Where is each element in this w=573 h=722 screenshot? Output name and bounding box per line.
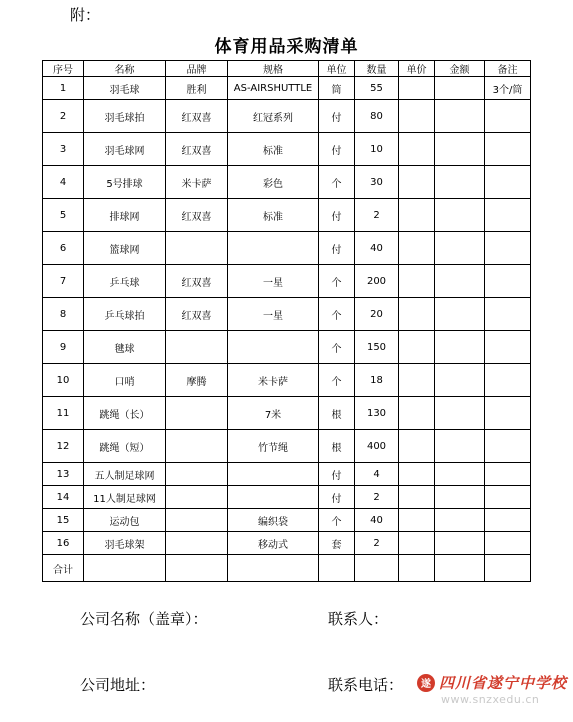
cell-unit-price (399, 532, 435, 555)
cell-remark (485, 298, 531, 331)
cell-remark (485, 364, 531, 397)
table-row (43, 397, 531, 430)
school-name: 四川省遂宁中学校 (439, 674, 568, 692)
cell-spec: 彩色 (228, 166, 319, 199)
cell-brand: 红双喜 (166, 265, 228, 298)
cell-unit-price (399, 133, 435, 166)
cell-spec (228, 232, 319, 265)
cell-unit: 个 (319, 265, 355, 298)
cell-brand: 红双喜 (166, 100, 228, 133)
cell-qty: 4 (355, 463, 399, 486)
cell-unit: 付 (319, 133, 355, 166)
cell-qty: 40 (355, 232, 399, 265)
contact-person-label: 联系人： (328, 610, 389, 628)
cell-name: 五人制足球网 (84, 463, 166, 486)
cell-index: 9 (43, 331, 84, 364)
cell-index: 13 (43, 463, 84, 486)
cell-index: 16 (43, 532, 84, 555)
col-header-index: 序号 (43, 61, 84, 77)
cell-name: 口哨 (84, 364, 166, 397)
cell-qty: 2 (355, 532, 399, 555)
cell-index: 5 (43, 199, 84, 232)
cell-unit-price (399, 166, 435, 199)
cell-qty: 18 (355, 364, 399, 397)
cell-qty: 130 (355, 397, 399, 430)
cell-brand: 摩腾 (166, 364, 228, 397)
cell-unit: 付 (319, 486, 355, 509)
cell-spec (228, 331, 319, 364)
table-row (43, 265, 531, 298)
cell-index: 3 (43, 133, 84, 166)
table-row (43, 166, 531, 199)
cell-spec: 标准 (228, 133, 319, 166)
cell-brand: 胜利 (166, 77, 228, 100)
cell-name: 5号排球 (84, 166, 166, 199)
cell-qty: 80 (355, 100, 399, 133)
cell-unit: 筒 (319, 77, 355, 100)
table-row (43, 298, 531, 331)
cell-amount (435, 397, 485, 430)
cell-unit-price (399, 364, 435, 397)
cell-index: 15 (43, 509, 84, 532)
cell-brand (166, 397, 228, 430)
cell-name: 11人制足球网 (84, 486, 166, 509)
cell-spec (228, 463, 319, 486)
cell-amount (435, 77, 485, 100)
cell-remark (485, 199, 531, 232)
total-row (43, 555, 531, 582)
cell-unit: 套 (319, 532, 355, 555)
table-row (43, 532, 531, 555)
cell-name: 跳绳（长） (84, 397, 166, 430)
cell-amount (435, 364, 485, 397)
cell-remark (485, 463, 531, 486)
cell-remark (485, 430, 531, 463)
table-row (43, 199, 531, 232)
total-cell (355, 555, 399, 582)
cell-brand: 米卡萨 (166, 166, 228, 199)
table-row (43, 100, 531, 133)
cell-unit: 个 (319, 364, 355, 397)
table-row (43, 331, 531, 364)
company-name-label: 公司名称（盖章）： (80, 610, 208, 628)
cell-spec (228, 486, 319, 509)
cell-unit: 付 (319, 463, 355, 486)
cell-unit: 付 (319, 232, 355, 265)
cell-unit-price (399, 463, 435, 486)
cell-remark: 3个/筒 (485, 77, 531, 100)
total-cell (228, 555, 319, 582)
document-title: 体育用品采购清单 (214, 37, 359, 57)
cell-remark (485, 133, 531, 166)
cell-unit-price (399, 397, 435, 430)
col-header-name: 名称 (84, 61, 166, 77)
cell-amount (435, 532, 485, 555)
cell-unit-price (399, 232, 435, 265)
cell-qty: 400 (355, 430, 399, 463)
cell-remark (485, 166, 531, 199)
cell-amount (435, 331, 485, 364)
cell-name: 乒乓球 (84, 265, 166, 298)
cell-index: 2 (43, 100, 84, 133)
cell-spec: 7米 (228, 397, 319, 430)
table-row (43, 77, 531, 100)
cell-index: 10 (43, 364, 84, 397)
cell-spec: 标准 (228, 199, 319, 232)
cell-qty: 30 (355, 166, 399, 199)
cell-unit-price (399, 298, 435, 331)
cell-index: 7 (43, 265, 84, 298)
cell-unit: 根 (319, 397, 355, 430)
total-cell (485, 555, 531, 582)
cell-unit-price (399, 509, 435, 532)
cell-brand (166, 532, 228, 555)
cell-remark (485, 397, 531, 430)
cell-unit-price (399, 430, 435, 463)
cell-amount (435, 199, 485, 232)
col-header-amount: 金额 (435, 61, 485, 77)
cell-brand (166, 463, 228, 486)
cell-amount (435, 463, 485, 486)
cell-name: 排球网 (84, 199, 166, 232)
cell-remark (485, 532, 531, 555)
cell-spec: 编织袋 (228, 509, 319, 532)
cell-spec: 一星 (228, 298, 319, 331)
col-header-unit-price: 单价 (399, 61, 435, 77)
cell-remark (485, 265, 531, 298)
cell-amount (435, 166, 485, 199)
cell-remark (485, 232, 531, 265)
cell-index: 14 (43, 486, 84, 509)
cell-unit: 个 (319, 331, 355, 364)
cell-unit: 付 (319, 199, 355, 232)
total-label: 合计 (43, 555, 84, 582)
cell-qty: 55 (355, 77, 399, 100)
cell-index: 11 (43, 397, 84, 430)
total-cell (166, 555, 228, 582)
contact-phone-label: 联系电话： (328, 676, 404, 694)
cell-brand (166, 331, 228, 364)
cell-unit: 根 (319, 430, 355, 463)
cell-index: 8 (43, 298, 84, 331)
cell-qty: 200 (355, 265, 399, 298)
attachment-label: 附： (70, 6, 101, 24)
cell-unit-price (399, 265, 435, 298)
col-header-brand: 品牌 (166, 61, 228, 77)
cell-unit-price (399, 77, 435, 100)
cell-index: 12 (43, 430, 84, 463)
cell-name: 跳绳（短） (84, 430, 166, 463)
cell-spec: 移动式 (228, 532, 319, 555)
cell-unit-price (399, 100, 435, 133)
table-row (43, 509, 531, 532)
cell-unit-price (399, 199, 435, 232)
cell-qty: 2 (355, 486, 399, 509)
cell-index: 6 (43, 232, 84, 265)
cell-brand (166, 486, 228, 509)
table-row (43, 364, 531, 397)
cell-spec: 竹节绳 (228, 430, 319, 463)
cell-index: 1 (43, 77, 84, 100)
table-row (43, 232, 531, 265)
cell-name: 运动包 (84, 509, 166, 532)
col-header-spec: 规格 (228, 61, 319, 77)
cell-name: 羽毛球架 (84, 532, 166, 555)
cell-amount (435, 100, 485, 133)
cell-qty: 2 (355, 199, 399, 232)
school-logo-icon: 遂 (417, 674, 435, 692)
cell-unit-price (399, 331, 435, 364)
cell-qty: 20 (355, 298, 399, 331)
cell-index: 4 (43, 166, 84, 199)
cell-spec: 红冠系列 (228, 100, 319, 133)
cell-spec: AS-AIRSHUTTLE (228, 77, 319, 100)
cell-name: 乒乓球拍 (84, 298, 166, 331)
table-row (43, 133, 531, 166)
cell-amount (435, 298, 485, 331)
cell-amount (435, 133, 485, 166)
total-cell (435, 555, 485, 582)
cell-spec: 一星 (228, 265, 319, 298)
school-url: www.snzxedu.cn (441, 693, 540, 706)
cell-brand (166, 430, 228, 463)
table-row (43, 463, 531, 486)
cell-amount (435, 486, 485, 509)
cell-amount (435, 509, 485, 532)
total-cell (84, 555, 166, 582)
cell-name: 毽球 (84, 331, 166, 364)
cell-amount (435, 430, 485, 463)
table-row (43, 430, 531, 463)
cell-amount (435, 265, 485, 298)
cell-remark (485, 509, 531, 532)
cell-brand: 红双喜 (166, 133, 228, 166)
cell-amount (435, 232, 485, 265)
cell-unit: 个 (319, 509, 355, 532)
procurement-table (42, 60, 531, 582)
watermark (417, 672, 567, 706)
cell-brand: 红双喜 (166, 298, 228, 331)
cell-unit: 个 (319, 166, 355, 199)
cell-remark (485, 100, 531, 133)
total-cell (399, 555, 435, 582)
cell-brand (166, 232, 228, 265)
cell-name: 篮球网 (84, 232, 166, 265)
cell-name: 羽毛球拍 (84, 100, 166, 133)
cell-brand: 红双喜 (166, 199, 228, 232)
cell-brand (166, 509, 228, 532)
table-row (43, 486, 531, 509)
cell-unit: 个 (319, 298, 355, 331)
col-header-qty: 数量 (355, 61, 399, 77)
company-address-label: 公司地址： (80, 676, 156, 694)
cell-qty: 150 (355, 331, 399, 364)
cell-remark (485, 486, 531, 509)
cell-qty: 10 (355, 133, 399, 166)
cell-name: 羽毛球 (84, 77, 166, 100)
total-cell (319, 555, 355, 582)
cell-spec: 米卡萨 (228, 364, 319, 397)
col-header-remark: 备注 (485, 61, 531, 77)
cell-unit-price (399, 486, 435, 509)
cell-unit: 付 (319, 100, 355, 133)
cell-qty: 40 (355, 509, 399, 532)
cell-name: 羽毛球网 (84, 133, 166, 166)
table-header-row (43, 61, 531, 77)
col-header-unit: 单位 (319, 61, 355, 77)
cell-remark (485, 331, 531, 364)
